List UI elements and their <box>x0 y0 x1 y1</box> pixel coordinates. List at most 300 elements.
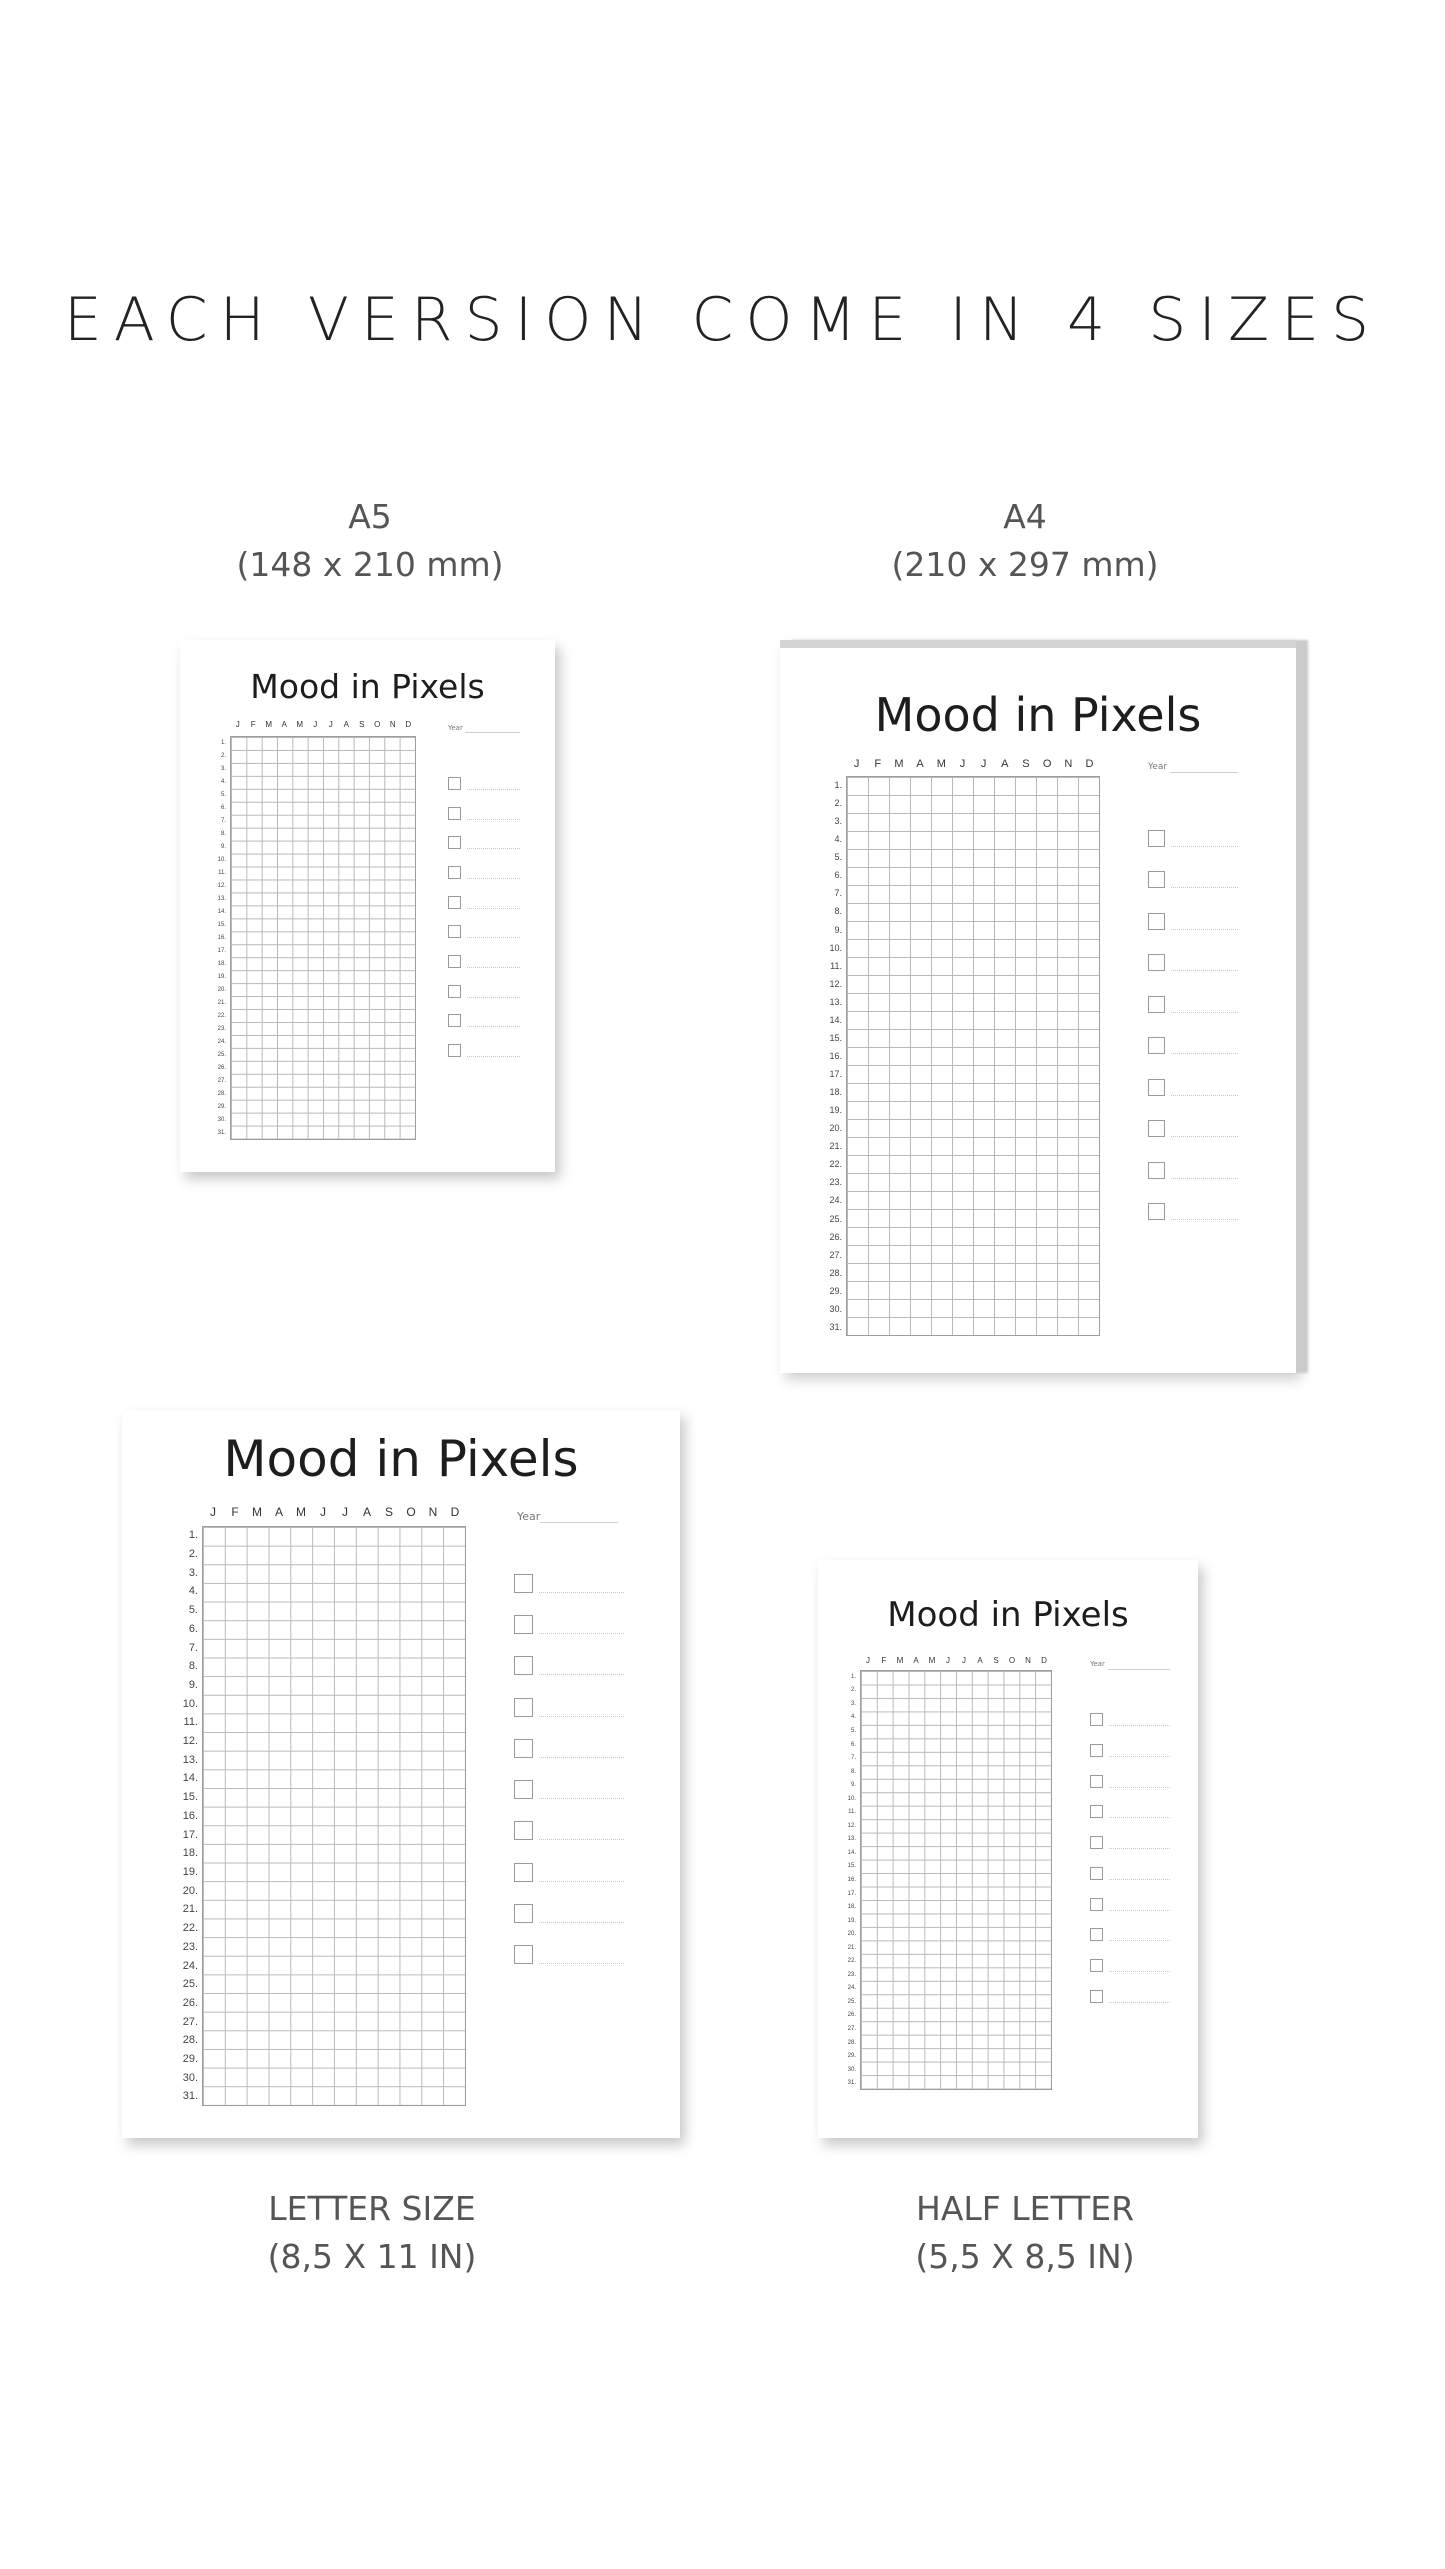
mood-grid <box>230 736 416 1140</box>
month-initial: M <box>896 1656 904 1665</box>
day-number: 5. <box>834 852 842 863</box>
month-header <box>230 720 416 729</box>
day-number: 28. <box>829 1267 842 1278</box>
legend-line <box>1171 1178 1238 1179</box>
day-number: 15. <box>217 921 226 928</box>
day-number: 20. <box>847 1931 856 1938</box>
legend-row <box>514 1739 624 1758</box>
day-number: 4. <box>188 1585 198 1598</box>
headline: EACH VERSION COME IN 4 SIZES <box>63 285 1382 355</box>
day-number: 2. <box>850 1687 856 1694</box>
size-label-a4 <box>825 493 1225 589</box>
legend-checkbox <box>448 1014 461 1027</box>
day-number: 31. <box>829 1321 842 1332</box>
legend-row <box>1090 1959 1170 1972</box>
day-number: 16. <box>182 1809 198 1822</box>
legend-line <box>1109 1910 1170 1911</box>
legend-line <box>1171 1219 1238 1220</box>
month-header <box>846 758 1100 770</box>
day-number: 22. <box>217 1013 226 1020</box>
day-number: 26. <box>829 1231 842 1242</box>
size-dimensions: (210 x 297 mm) <box>891 544 1159 584</box>
day-number: 5. <box>850 1727 856 1734</box>
legend-checkbox <box>1090 1898 1103 1911</box>
legend-row <box>1148 1120 1238 1137</box>
day-number: 1. <box>188 1529 198 1542</box>
day-number: 14. <box>217 908 226 915</box>
day-number: 30. <box>182 2071 198 2084</box>
day-number: 1. <box>834 780 842 791</box>
month-initial: J <box>313 720 318 729</box>
legend-line <box>1171 1095 1238 1096</box>
day-number: 8. <box>834 906 842 917</box>
day-number: 24. <box>829 1195 842 1206</box>
day-number: 18. <box>182 1847 198 1860</box>
legend-checkbox <box>1090 1805 1103 1818</box>
legend-line <box>1171 1053 1238 1054</box>
legend-checkbox <box>514 1574 533 1593</box>
day-number: 11. <box>848 1809 856 1816</box>
legend-row <box>1090 1928 1170 1941</box>
legend-line <box>539 1633 624 1634</box>
legend-line <box>1109 1725 1170 1726</box>
day-number: 12. <box>182 1735 198 1748</box>
month-initial: J <box>980 758 987 770</box>
day-number: 31. <box>847 2080 856 2087</box>
legend-row <box>514 1615 624 1634</box>
month-header <box>202 1505 466 1519</box>
day-number: 11. <box>218 869 226 876</box>
sheet-a5 <box>180 640 555 1172</box>
size-name: A4 <box>1003 497 1047 536</box>
day-number: 23. <box>182 1940 198 1953</box>
day-number: 3. <box>850 1700 856 1707</box>
day-number: 26. <box>182 1996 198 2009</box>
day-number: 1. <box>850 1673 856 1680</box>
month-initial: N <box>428 1505 438 1519</box>
size-label-half-letter <box>825 2185 1225 2281</box>
day-number: 15. <box>182 1791 198 1804</box>
legend-row <box>1090 1805 1170 1818</box>
month-initial: A <box>274 1505 283 1519</box>
day-number: 29. <box>847 2053 856 2060</box>
day-number: 27. <box>847 2025 856 2032</box>
month-initial: J <box>210 1505 216 1519</box>
month-initial: F <box>881 1656 887 1665</box>
day-number: 11. <box>183 1716 198 1729</box>
legend-line <box>467 1056 520 1057</box>
month-initial: D <box>1085 758 1094 770</box>
legend-line <box>467 878 520 879</box>
legend-row <box>514 1574 624 1593</box>
legend-row <box>448 1014 520 1027</box>
day-numbers <box>822 1670 856 2090</box>
legend-line <box>539 1881 624 1882</box>
day-number: 25. <box>847 1998 856 2005</box>
month-initial: M <box>936 758 946 770</box>
day-number: 6. <box>220 804 226 811</box>
legend-checkbox <box>448 866 461 879</box>
day-number: 28. <box>847 2039 856 2046</box>
day-number: 30. <box>847 2066 856 2073</box>
size-dimensions: (8,5 X 11 IN) <box>267 2236 477 2276</box>
day-number: 6. <box>188 1622 198 1635</box>
legend-line <box>539 1839 624 1840</box>
legend-row <box>1090 1898 1170 1911</box>
legend-checkbox <box>514 1698 533 1717</box>
legend-checkbox <box>1148 830 1165 847</box>
month-initial: M <box>894 758 904 770</box>
year-line <box>465 732 520 733</box>
year-label: Year <box>517 1510 541 1523</box>
day-number: 20. <box>182 1884 198 1897</box>
legend-line <box>467 1026 520 1027</box>
sheet-half-letter <box>818 1560 1198 2138</box>
month-initial: A <box>343 720 349 729</box>
day-number: 6. <box>850 1741 856 1748</box>
day-number: 12. <box>217 882 226 889</box>
legend-row <box>448 1044 520 1057</box>
legend-row <box>1148 913 1238 930</box>
legend-line <box>467 908 520 909</box>
legend-line <box>539 1963 624 1964</box>
day-number: 27. <box>217 1078 226 1085</box>
day-number: 14. <box>829 1014 842 1025</box>
day-number: 3. <box>188 1566 198 1579</box>
day-number: 5. <box>220 791 226 798</box>
legend-checkbox <box>514 1656 533 1675</box>
month-initial: J <box>342 1505 348 1519</box>
legend-checkbox <box>1090 1775 1103 1788</box>
legend-line <box>539 1798 624 1799</box>
day-number: 23. <box>217 1026 226 1033</box>
legend-checkbox <box>514 1780 533 1799</box>
legend-checkbox <box>514 1904 533 1923</box>
day-number: 12. <box>847 1822 856 1829</box>
month-initial: J <box>320 1505 326 1519</box>
legend-checkbox <box>1148 1203 1165 1220</box>
legend-checkbox <box>1148 1162 1165 1179</box>
day-number: 27. <box>829 1249 842 1260</box>
legend-line <box>467 997 520 998</box>
day-number: 19. <box>847 1917 856 1924</box>
day-number: 19. <box>182 1866 198 1878</box>
day-number: 14. <box>182 1772 198 1785</box>
legend-row <box>1148 1203 1238 1220</box>
legend-checkbox <box>1148 996 1165 1013</box>
day-number: 9. <box>188 1678 198 1691</box>
legend-row <box>448 836 520 849</box>
year-line <box>540 1522 618 1523</box>
size-dimensions: (148 x 210 mm) <box>236 544 504 584</box>
year-label: Year <box>1148 762 1168 772</box>
month-initial: N <box>1064 758 1073 770</box>
day-number: 31. <box>182 2090 198 2103</box>
day-number: 30. <box>217 1117 226 1124</box>
size-label-letter <box>172 2185 572 2281</box>
legend-line <box>1171 1136 1238 1137</box>
legend-checkbox <box>1148 871 1165 888</box>
legend-line <box>1109 1940 1170 1941</box>
day-number: 19. <box>829 1105 842 1116</box>
month-initial: J <box>328 720 333 729</box>
size-name: HALF LETTER <box>916 2189 1134 2228</box>
legend-row <box>448 925 520 938</box>
day-number: 1. <box>220 739 226 746</box>
legend-row <box>1148 871 1238 888</box>
month-initial: D <box>405 720 412 729</box>
day-number: 3. <box>834 816 842 827</box>
day-number: 27. <box>182 2015 198 2028</box>
legend-row <box>1148 954 1238 971</box>
legend-line <box>467 789 520 790</box>
year-line <box>1170 772 1238 773</box>
legend-row <box>448 866 520 879</box>
day-number: 5. <box>188 1604 198 1617</box>
day-number: 13. <box>217 895 226 902</box>
legend-checkbox <box>1090 1836 1103 1849</box>
day-number: 28. <box>182 2034 198 2047</box>
day-numbers <box>800 776 842 1336</box>
legend-line <box>539 1922 624 1923</box>
legend-row <box>1148 1162 1238 1179</box>
day-number: 18. <box>217 961 226 968</box>
legend-checkbox <box>448 925 461 938</box>
day-number: 7. <box>850 1755 856 1762</box>
legend-row <box>448 777 520 790</box>
day-number: 21. <box>182 1903 198 1916</box>
day-number: 21. <box>829 1141 842 1152</box>
legend-checkbox <box>1090 1928 1103 1941</box>
month-initial: A <box>1001 758 1009 770</box>
legend-line <box>1109 1756 1170 1757</box>
month-initial: J <box>962 1656 966 1665</box>
month-initial: A <box>977 1656 983 1665</box>
day-number: 4. <box>220 778 226 785</box>
year-label: Year <box>448 724 463 732</box>
mood-grid <box>846 776 1100 1336</box>
sheet-title: Mood in Pixels <box>887 1595 1129 1635</box>
day-number: 6. <box>834 870 842 881</box>
legend-line <box>1109 1971 1170 1972</box>
day-number: 9. <box>220 843 226 850</box>
month-header <box>860 1656 1052 1665</box>
legend-checkbox <box>1148 913 1165 930</box>
day-number: 3. <box>220 765 226 772</box>
day-number: 2. <box>834 798 842 809</box>
size-dimensions: (5,5 X 8,5 IN) <box>915 2236 1135 2276</box>
size-name: LETTER SIZE <box>268 2189 476 2228</box>
legend-checkbox <box>448 985 461 998</box>
month-initial: S <box>1022 758 1030 770</box>
month-initial: A <box>913 1656 919 1665</box>
month-initial: F <box>874 758 882 770</box>
day-number: 25. <box>217 1052 226 1059</box>
legend-row <box>514 1945 624 1964</box>
day-number: 26. <box>847 2012 856 2019</box>
month-initial: O <box>1042 758 1052 770</box>
year-label: Year <box>1090 1660 1105 1668</box>
month-initial: N <box>1025 1656 1031 1665</box>
legend-checkbox <box>514 1863 533 1882</box>
day-number: 7. <box>834 888 842 899</box>
day-number: 25. <box>829 1213 842 1224</box>
month-initial: D <box>450 1505 460 1519</box>
month-initial: A <box>362 1505 371 1519</box>
month-initial: N <box>389 720 396 729</box>
legend-checkbox <box>1090 1990 1103 2003</box>
day-number: 19. <box>217 974 226 981</box>
day-number: 23. <box>847 1971 856 1978</box>
mood-grid <box>860 1670 1052 2090</box>
day-number: 13. <box>829 996 842 1007</box>
legend-row <box>514 1780 624 1799</box>
legend-line <box>467 848 520 849</box>
legend-checkbox <box>514 1739 533 1758</box>
day-numbers <box>202 736 226 1140</box>
size-label-a5 <box>170 493 570 589</box>
legend-line <box>467 967 520 968</box>
day-number: 9. <box>834 924 842 935</box>
month-initial: M <box>265 720 273 729</box>
size-name: A5 <box>348 497 392 536</box>
legend-line <box>467 937 520 938</box>
day-number: 15. <box>829 1032 842 1043</box>
day-number: 2. <box>220 752 226 759</box>
month-initial: A <box>916 758 924 770</box>
legend-row <box>1148 830 1238 847</box>
day-number: 24. <box>847 1985 856 1992</box>
sheet-title: Mood in Pixels <box>223 1430 579 1488</box>
month-initial: M <box>296 1505 306 1519</box>
day-number: 18. <box>847 1904 856 1911</box>
day-number: 12. <box>829 978 842 989</box>
legend-checkbox <box>448 896 461 909</box>
sheet-a4 <box>780 640 1296 1373</box>
month-initial: M <box>928 1656 936 1665</box>
month-initial: J <box>866 1656 870 1665</box>
legend-checkbox <box>514 1945 533 1964</box>
day-number: 17. <box>182 1828 198 1841</box>
month-initial: A <box>281 720 287 729</box>
month-initial: J <box>946 1656 950 1665</box>
day-number: 14. <box>847 1849 856 1856</box>
legend-row <box>448 807 520 820</box>
legend-row <box>1090 1990 1170 2003</box>
day-number: 10. <box>847 1795 856 1802</box>
legend-row <box>514 1656 624 1675</box>
legend-line <box>1109 1879 1170 1880</box>
legend-checkbox <box>514 1615 533 1634</box>
mood-legend <box>1090 1713 1170 2003</box>
legend-line <box>1171 887 1238 888</box>
day-number: 17. <box>217 948 226 955</box>
day-number: 29. <box>829 1285 842 1296</box>
day-number: 13. <box>182 1753 198 1766</box>
month-initial: J <box>853 758 860 770</box>
legend-row <box>1090 1775 1170 1788</box>
legend-row <box>514 1698 624 1717</box>
legend-line <box>539 1592 624 1593</box>
legend-checkbox <box>1090 1713 1103 1726</box>
day-number: 22. <box>829 1159 842 1170</box>
day-number: 8. <box>850 1768 856 1775</box>
legend-line <box>539 1674 624 1675</box>
day-number: 17. <box>829 1069 842 1080</box>
month-initial: F <box>231 1505 239 1519</box>
month-initial: S <box>359 720 365 729</box>
day-number: 8. <box>188 1660 198 1673</box>
day-number: 21. <box>217 1000 226 1007</box>
day-number: 4. <box>850 1714 856 1721</box>
day-number: 9. <box>850 1782 856 1789</box>
day-number: 16. <box>217 934 226 941</box>
legend-line <box>1171 929 1238 930</box>
legend-row <box>514 1863 624 1882</box>
day-number: 20. <box>829 1123 842 1134</box>
day-number: 24. <box>217 1039 226 1046</box>
legend-checkbox <box>514 1821 533 1840</box>
legend-row <box>1090 1744 1170 1757</box>
day-number: 16. <box>847 1876 856 1883</box>
legend-line <box>1171 1012 1238 1013</box>
month-initial: M <box>252 1505 262 1519</box>
day-number: 28. <box>217 1091 226 1098</box>
legend-row <box>1148 996 1238 1013</box>
legend-checkbox <box>448 1044 461 1057</box>
legend-line <box>1109 1848 1170 1849</box>
day-number: 2. <box>188 1548 198 1561</box>
day-number: 4. <box>834 834 842 845</box>
legend-checkbox <box>1148 1079 1165 1096</box>
day-number: 23. <box>829 1177 842 1188</box>
day-number: 17. <box>847 1890 856 1897</box>
legend-checkbox <box>1090 1959 1103 1972</box>
mood-legend <box>514 1574 624 1964</box>
legend-row <box>1090 1867 1170 1880</box>
day-number: 20. <box>217 987 226 994</box>
legend-row <box>1148 1037 1238 1054</box>
day-number: 10. <box>829 942 842 953</box>
month-initial: O <box>374 720 381 729</box>
day-number: 13. <box>847 1836 856 1843</box>
day-number: 22. <box>847 1958 856 1965</box>
day-number: 11. <box>830 960 842 971</box>
legend-checkbox <box>1148 1120 1165 1137</box>
legend-row <box>1090 1713 1170 1726</box>
month-initial: S <box>993 1656 999 1665</box>
day-number: 29. <box>182 2053 198 2066</box>
month-initial: O <box>406 1505 416 1519</box>
legend-row <box>1090 1836 1170 1849</box>
month-initial: F <box>250 720 256 729</box>
day-number: 31. <box>217 1130 226 1137</box>
day-number: 18. <box>829 1087 842 1098</box>
sheet-letter <box>122 1410 680 2138</box>
month-initial: J <box>959 758 966 770</box>
legend-line <box>1109 1787 1170 1788</box>
day-number: 7. <box>220 817 226 824</box>
legend-checkbox <box>1148 954 1165 971</box>
legend-checkbox <box>1090 1867 1103 1880</box>
legend-line <box>539 1716 624 1717</box>
day-number: 29. <box>217 1104 226 1111</box>
legend-line <box>539 1757 624 1758</box>
legend-checkbox <box>448 955 461 968</box>
month-initial: S <box>384 1505 393 1519</box>
legend-row <box>448 896 520 909</box>
day-number: 15. <box>847 1863 856 1870</box>
